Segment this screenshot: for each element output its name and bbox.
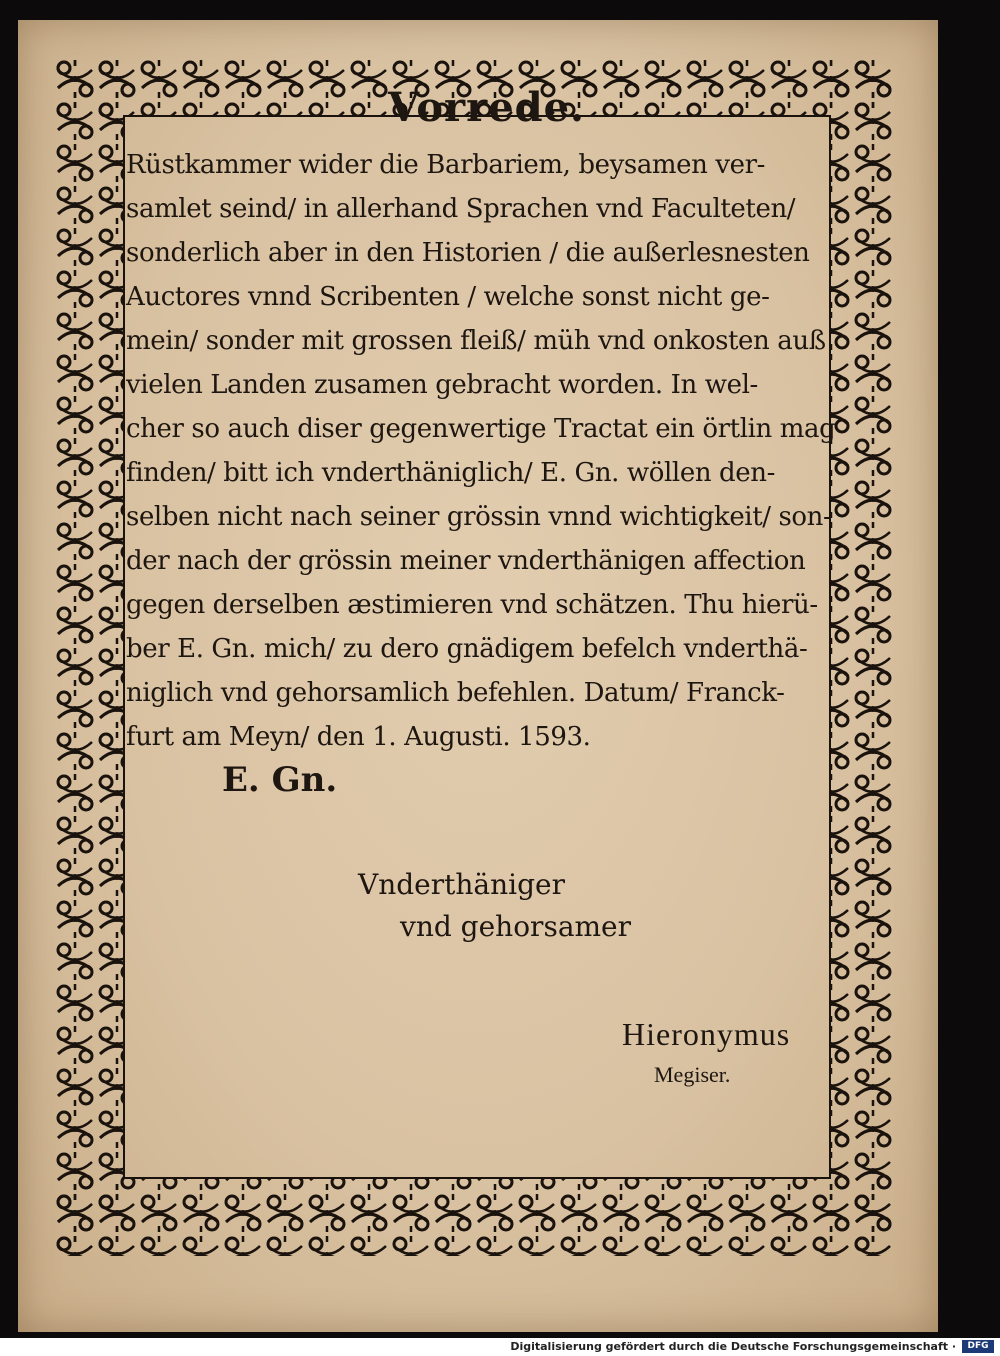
body-line: gegen derselben æstimieren vnd schätzen. Thu hierü- xyxy=(126,590,818,620)
body-line: cher so auch diser gegenwertige Tractat ein örtlin mag xyxy=(126,414,836,444)
body-line: mein/ sonder mit grossen fleiß/ müh vnd onkosten auß xyxy=(126,326,826,356)
signature-surname: Megiser. xyxy=(654,1062,731,1087)
body-line: niglich vnd gehorsamlich befehlen. Datum/ Franck- xyxy=(126,678,785,708)
footer-credit: Digitalisierung gefördert durch die Deutsche Forschungsgemeinschaft · xyxy=(510,1340,956,1353)
address-abbreviation: E. Gn. xyxy=(222,760,338,800)
closing-line: vnd gehorsamer xyxy=(400,910,632,943)
body-line: der nach der grössin meiner vnderthänigen affection xyxy=(126,546,806,576)
signature-name: Hieronymus xyxy=(622,1016,791,1052)
body-line: vielen Landen zusamen gebracht worden. In wel- xyxy=(126,370,758,400)
body-line: ber E. Gn. mich/ zu dero gnädigem befelch vnderthä- xyxy=(126,634,808,664)
body-line: sonderlich aber in den Historien / die außerlesnesten xyxy=(126,238,810,268)
closing-line: Vnderthäniger xyxy=(358,868,565,901)
body-line: furt am Meyn/ den 1. Augusti. 1593. xyxy=(126,722,591,752)
footer-bar xyxy=(0,1338,1000,1356)
body-line: Auctores vnnd Scribenten / welche sonst nicht ge- xyxy=(126,282,770,312)
body-line: samlet seind/ in allerhand Sprachen vnd Faculteten/ xyxy=(126,194,796,224)
dfg-logo: DFG xyxy=(962,1340,994,1353)
body-line: Rüstkammer wider die Barbariem, beysamen ver- xyxy=(126,150,766,180)
body-line: finden/ bitt ich vnderthäniglich/ E. Gn. wöllen den- xyxy=(126,458,775,488)
page-heading: Vorrede. xyxy=(388,84,585,131)
body-line: selben nicht nach seiner grössin vnnd wichtigkeit/ son- xyxy=(126,502,832,532)
